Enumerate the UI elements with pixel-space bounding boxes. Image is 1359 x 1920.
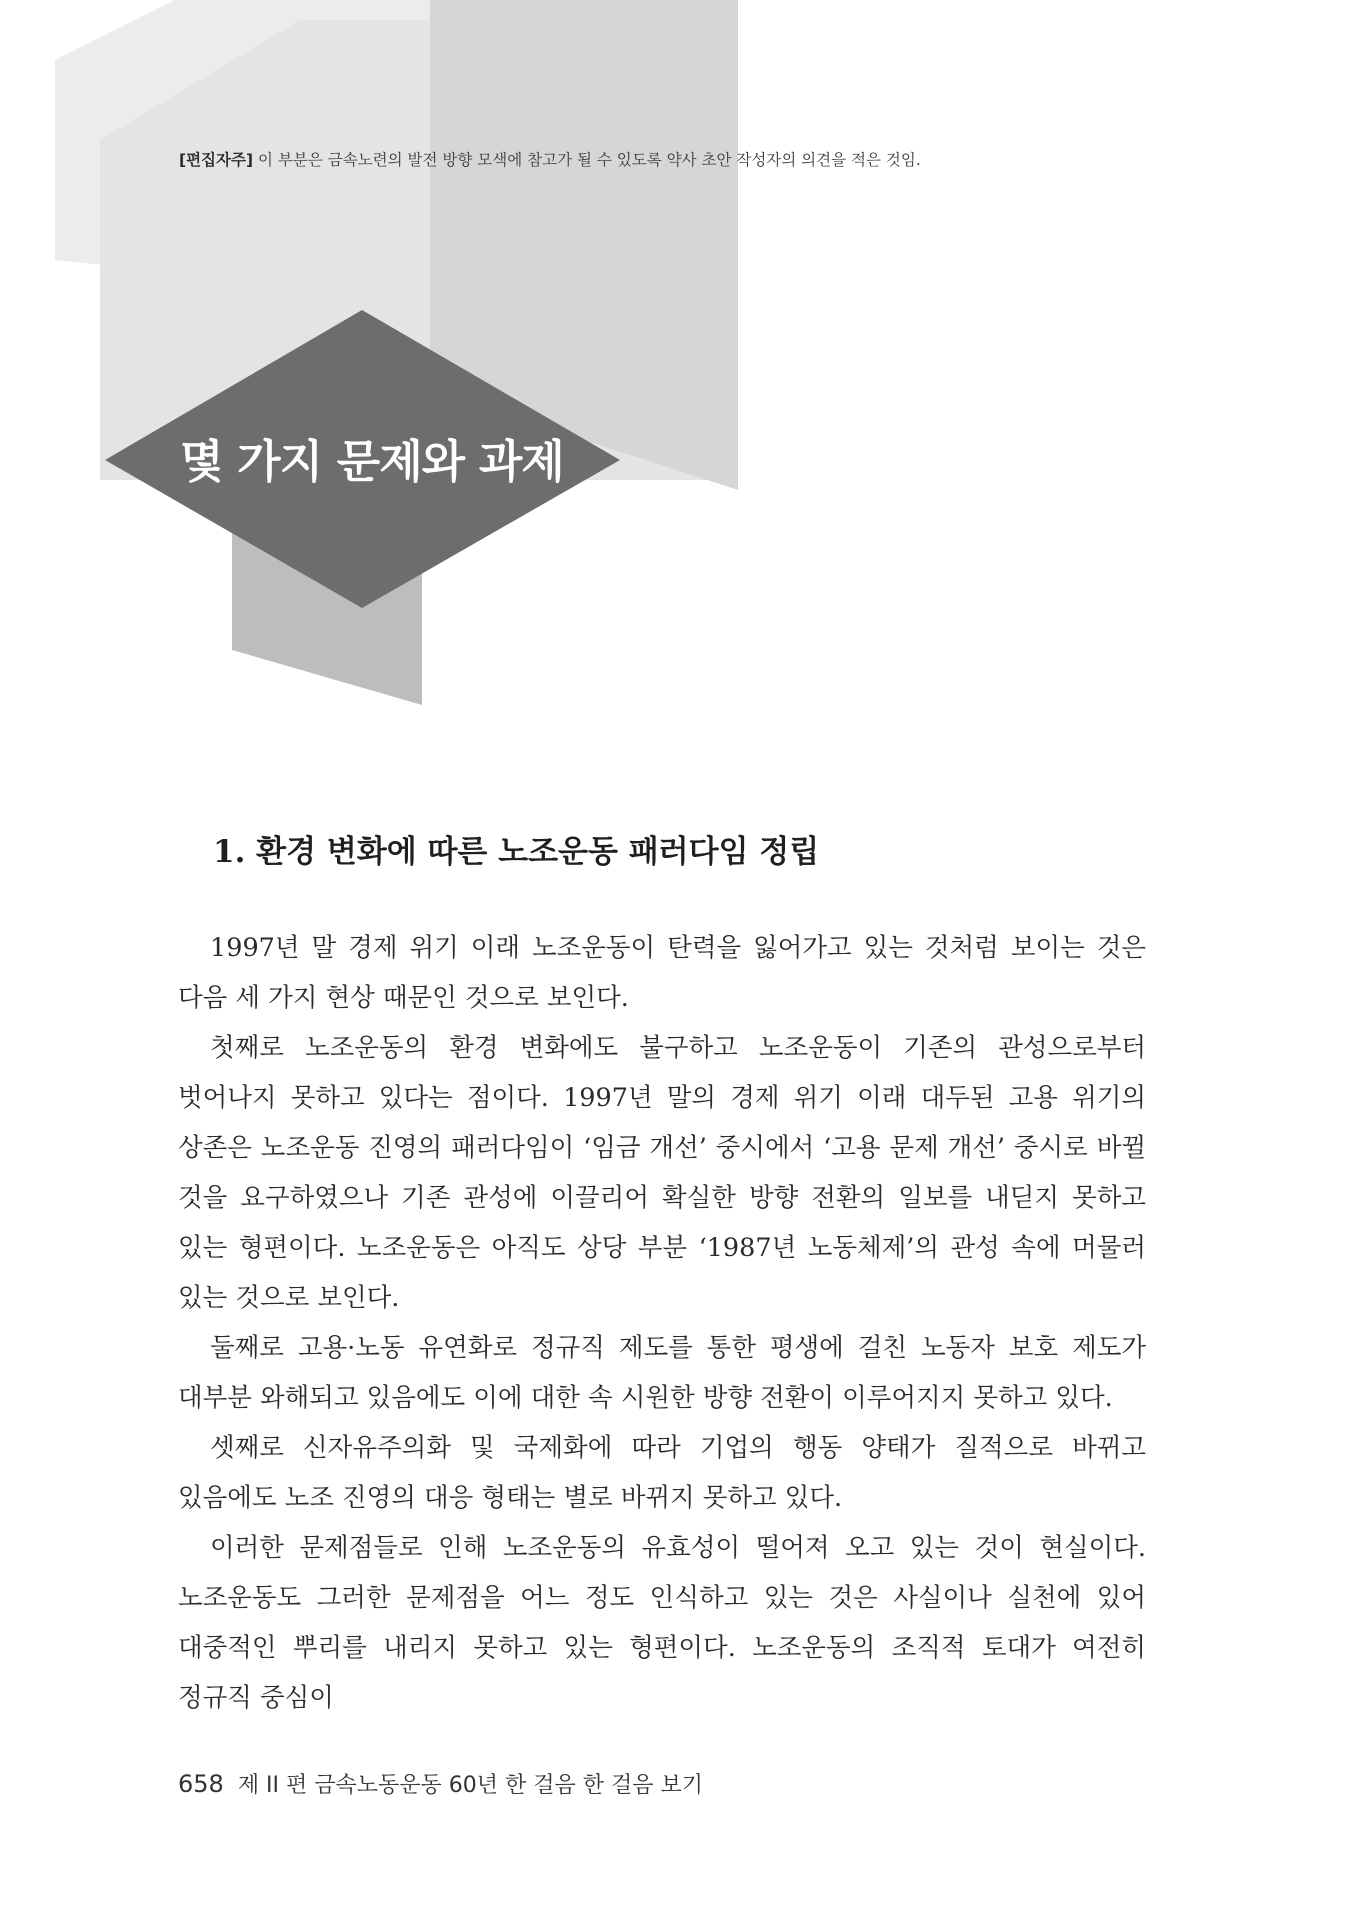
editor-note-tag: [편집자주] xyxy=(179,151,254,169)
decorative-geometric-background xyxy=(0,0,1359,720)
paragraph-4: 셋째로 신자유주의화 및 국제화에 따라 기업의 행동 양태가 질적으로 바뀌고 있음에도 노조 진영의 대응 형태는 별로 바뀌지 못하고 있다. xyxy=(178,1433,1146,1513)
paragraph-2: 첫째로 노조운동의 환경 변화에도 불구하고 노조운동이 기존의 관성으로부터 벗어나지 못하고 있다는 점이다. 1997년 말의 경제 위기 이래 대두된 고용 위기의 상존은 노조운동 진영의 패러다임이 ‘임금 개선’ 중시에서 ‘고용 문제 개선’ 중시로 바뀔 것을 요구하였으나 기존 관성에 이끌리어 확실한 방향 전환의 일보를 내딛지 못하고 있는 형편이다. 노조운동은 아직도 상당 부분 ‘1987년 노동체제’의 관성 속에 머물러 있는 것으로 보인다. xyxy=(178,1033,1146,1313)
body-text xyxy=(178,923,1146,1723)
paragraph-1: 1997년 말 경제 위기 이래 노조운동이 탄력을 잃어가고 있는 것처럼 보이는 것은 다음 세 가지 현상 때문인 것으로 보인다. xyxy=(178,933,1146,1013)
editor-note xyxy=(179,148,1079,170)
page-number: 658 xyxy=(178,1770,224,1798)
running-title: 제 II 편 금속노동운동 60년 한 걸음 한 걸음 보기 xyxy=(237,1773,704,1798)
chapter-title: 몇 가지 문제와 과제 xyxy=(180,435,564,488)
page-footer xyxy=(178,1768,703,1799)
paragraph-3: 둘째로 고용·노동 유연화로 정규직 제도를 통한 평생에 걸친 노동자 보호 제도가 대부분 와해되고 있음에도 이에 대한 속 시원한 방향 전환이 이루어지지 못하고 있다. xyxy=(178,1333,1146,1413)
editor-note-text: 이 부분은 금속노련의 발전 방향 모색에 참고가 될 수 있도록 약사 초안 작성자의 의견을 적은 것임. xyxy=(253,151,921,169)
section-heading: 1. 환경 변화에 따른 노조운동 패러다임 정립 xyxy=(213,834,820,870)
paragraph-5: 이러한 문제점들로 인해 노조운동의 유효성이 떨어져 오고 있는 것이 현실이다. 노조운동도 그러한 문제점을 어느 정도 인식하고 있는 것은 사실이나 실천에 있어 대중적인 뿌리를 내리지 못하고 있는 형편이다. 노조운동의 조직적 토대가 여전히 정규직 중심이 xyxy=(178,1533,1146,1713)
